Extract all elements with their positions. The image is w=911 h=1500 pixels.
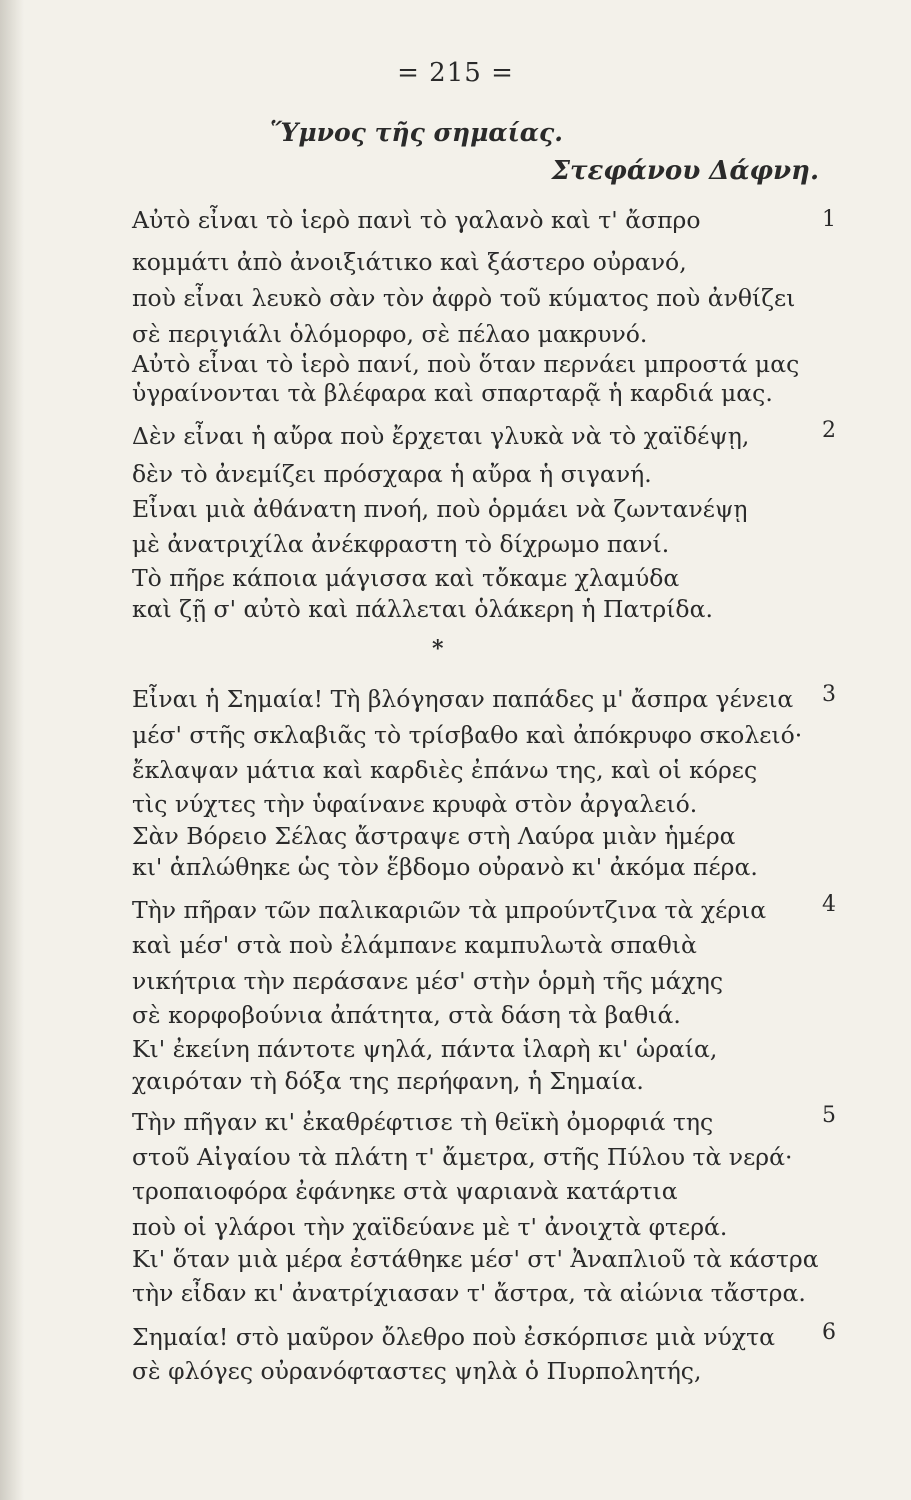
verse-line: Αὐτὸ εἶναι τὸ ἱερὸ πανί, ποὺ ὅταν περνάει μπροστά μας: [132, 350, 800, 378]
stanza-number: 1: [822, 207, 836, 232]
stanza-number: 3: [822, 682, 836, 707]
poem-title: Ὕμνος τῆς σημαίας.: [270, 118, 563, 147]
verse-line: κομμάτι ἀπὸ ἀνοιξιάτικο καὶ ξάστερο οὐρανό,: [132, 248, 687, 276]
verse-line: δὲν τὸ ἀνεμίζει πρόσχαρα ἡ αὔρα ἡ σιγανή.: [132, 460, 652, 488]
stanza-number: 6: [822, 1320, 836, 1345]
page-edge-shadow: [0, 0, 24, 1500]
verse-line: νικήτρια τὴν περάσανε μέσ' στὴν ὁρμὴ τῆς μάχης: [132, 967, 724, 995]
verse-line: χαιρόταν τὴ δόξα της περήφανη, ἡ Σημαία.: [132, 1067, 644, 1095]
verse-line: Δὲν εἶναι ἡ αὔρα ποὺ ἔρχεται γλυκὰ νὰ τὸ χαϊδέψῃ,: [132, 422, 750, 450]
verse-line: Εἶναι ἡ Σημαία! Τὴ βλόγησαν παπάδες μ' ἄσπρα γένεια: [132, 685, 794, 713]
verse-line: μὲ ἀνατριχίλα ἀνέκφραστη τὸ δίχρωμο πανί.: [132, 530, 670, 558]
verse-line: Σημαία! στὸ μαῦρον ὄλεθρο ποὺ ἐσκόρπισε μιὰ νύχτα: [132, 1323, 775, 1351]
poem-author: Στεφάνου Δάφνη.: [551, 156, 819, 186]
stanza-number: 4: [822, 892, 836, 917]
verse-line: ποὺ οἱ γλάροι τὴν χαϊδεύανε μὲ τ' ἀνοιχτὰ φτερά.: [132, 1213, 728, 1241]
stanza-number: 5: [822, 1103, 836, 1128]
verse-line: σὲ φλόγες οὐρανόφταστες ψηλὰ ὁ Πυρπολητής,: [132, 1357, 702, 1385]
verse-line: Κι' ὅταν μιὰ μέρα ἐστάθηκε μέσ' στ' Ἀναπλιοῦ τὰ κάστρα: [132, 1245, 819, 1273]
verse-line: καὶ ζῇ σ' αὐτὸ καὶ πάλλεται ὁλάκερη ἡ Πατρίδα.: [132, 595, 713, 623]
verse-line: Εἶναι μιὰ ἀθάνατη πνοή, ποὺ ὁρμάει νὰ ζωντανέψῃ: [132, 495, 748, 523]
verse-line: Κι' ἐκείνη πάντοτε ψηλά, πάντα ἱλαρὴ κι' ὡραία,: [132, 1035, 718, 1063]
verse-line: κι' ἁπλώθηκε ὡς τὸν ἕβδομο οὐρανὸ κι' ἀκόμα πέρα.: [132, 853, 758, 881]
verse-line: ὑγραίνονται τὰ βλέφαρα καὶ σπαρταρᾷ ἡ καρδιά μας.: [132, 379, 773, 407]
verse-line: μέσ' στῆς σκλαβιᾶς τὸ τρίσβαθο καὶ ἀπόκρυφο σκολειό·: [132, 721, 803, 749]
verse-line: τροπαιοφόρα ἐφάνηκε στὰ ψαριανὰ κατάρτια: [132, 1177, 678, 1205]
verse-line: Σὰν Βόρειο Σέλας ἄστραψε στὴ Λαύρα μιὰν ἡμέρα: [132, 822, 736, 850]
verse-line: ἔκλαψαν μάτια καὶ καρδιὲς ἐπάνω της, καὶ οἱ κόρες: [132, 756, 758, 784]
verse-line: σὲ κορφοβούνια ἀπάτητα, στὰ δάση τὰ βαθιά.: [132, 1001, 681, 1029]
verse-line: Τὸ πῆρε κάποια μάγισσα καὶ τὄκαμε χλαμύδα: [132, 564, 680, 592]
verse-line: τὴν εἶδαν κι' ἀνατρίχιασαν τ' ἄστρα, τὰ αἰώνια τἄστρα.: [132, 1279, 806, 1307]
section-separator: *: [432, 636, 444, 662]
verse-line: Αὐτὸ εἶναι τὸ ἱερὸ πανὶ τὸ γαλανὸ καὶ τ' ἄσπρο: [132, 206, 701, 234]
page-number: = 215 =: [397, 58, 514, 88]
verse-line: ποὺ εἶναι λευκὸ σὰν τὸν ἀφρὸ τοῦ κύματος ποὺ ἀνθίζει: [132, 284, 796, 312]
verse-line: Τὴν πῆγαν κι' ἐκαθρέφτισε τὴ θεϊκὴ ὀμορφιά της: [132, 1108, 714, 1136]
stanza-number: 2: [822, 418, 836, 443]
verse-line: στοῦ Αἰγαίου τὰ πλάτη τ' ἄμετρα, στῆς Πύλου τὰ νερά·: [132, 1143, 793, 1171]
verse-line: καὶ μέσ' στὰ ποὺ ἐλάμπανε καμπυλωτὰ σπαθιὰ: [132, 931, 697, 959]
verse-line: σὲ περιγιάλι ὁλόμορφο, σὲ πέλαο μακρυνό.: [132, 320, 648, 348]
verse-line: Τὴν πῆραν τῶν παλικαριῶν τὰ μπρούντζινα τὰ χέρια: [132, 896, 767, 924]
verse-line: τὶς νύχτες τὴν ὑφαίνανε κρυφὰ στὸν ἀργαλειό.: [132, 790, 698, 818]
